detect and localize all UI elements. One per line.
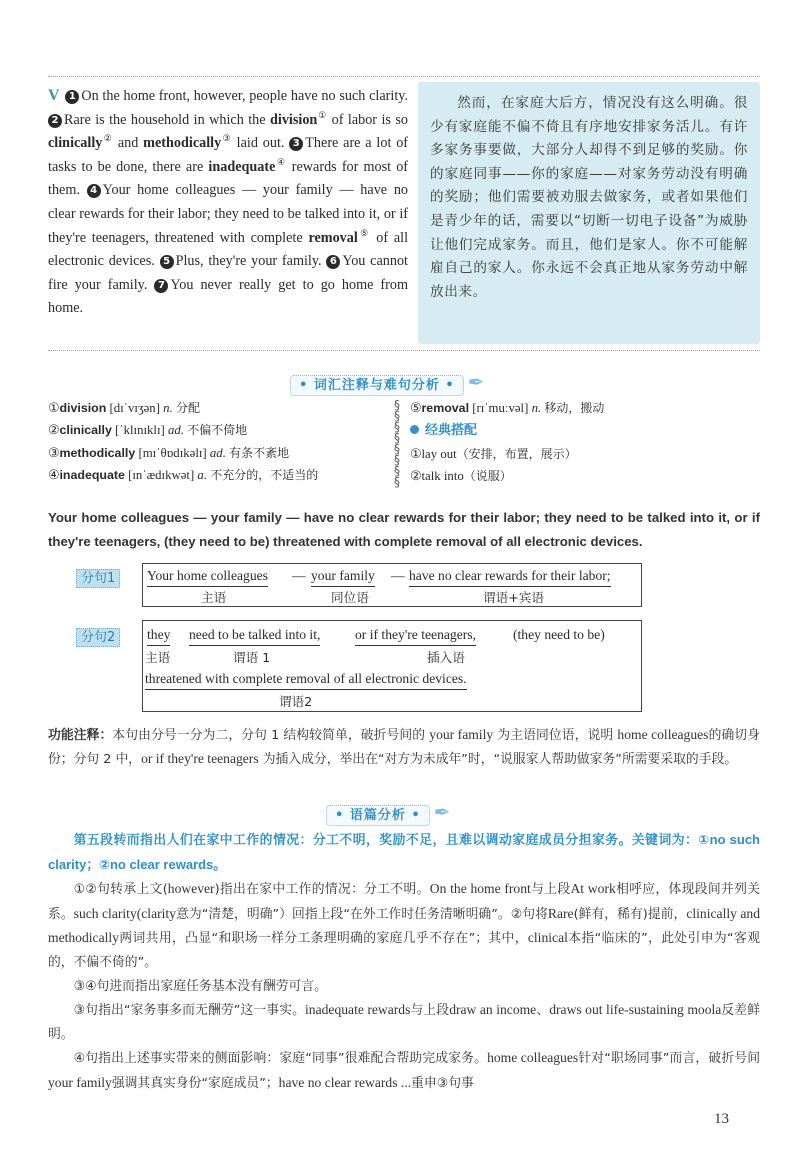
phrases-title: 经典搭配 <box>410 419 760 442</box>
clause1-box <box>142 563 642 607</box>
vocab-entry-3: ③methodically [mɪˈθɒdɪkəlɪ] ad. 有条不紊地 <box>48 445 290 460</box>
english-passage <box>48 84 408 321</box>
clause1-dash-2: — <box>391 568 405 583</box>
function-note: 功能注释：本句由分号一分为二，分句 1 结构较简单，破折号间的 your family 为主语同位语，说明 home colleagues的确切身份；分句 2 中，or if they're teenagers 为插入成分，举出在“对方为未成年”时，“说服家人帮助做家务”所需要采取的手段。 <box>48 727 761 768</box>
analysis-header <box>326 800 450 824</box>
sentence-2b: of labor is so <box>331 111 408 128</box>
wavy-divider: § § § § § § § § <box>394 398 400 489</box>
clause2-predicate2: threatened with complete removal of all electronic devices. <box>145 669 467 690</box>
discourse-analysis <box>48 828 760 1096</box>
phrase-entry-2: ②talk into（说服） <box>410 469 512 484</box>
analysis-paragraph-2: ③④句进而指出家庭任务基本没有酬劳可言。 <box>73 978 327 994</box>
vocab-word-removal: removal <box>308 229 358 246</box>
top-dotted-rule <box>48 76 760 77</box>
analysis-paragraph-3: ③句指出“家务事多而无酬劳”这一事实。inadequate rewards与上段draw an income、draws out life-sustaining moola反差鲜明。 <box>48 1002 761 1042</box>
vocab-word-clinically: clinically <box>48 135 103 152</box>
footnote-marker-3: ③ <box>221 133 232 144</box>
bullet-dot-icon <box>410 425 419 434</box>
sentence-3b: rewards for most of them. <box>48 158 409 199</box>
clause1-label-predicate: 谓语+宾语 <box>483 590 544 605</box>
analysis-header-label: • 语篇分析 • <box>326 805 430 826</box>
footnote-marker-1: ① <box>317 109 328 120</box>
clause1-subject: Your home colleagues <box>147 566 268 587</box>
clause2-ellipsis: (they need to be) <box>513 627 605 642</box>
vocab-word-methodically: methodically <box>143 135 222 152</box>
vocab-header <box>290 370 484 394</box>
vocab-list-right <box>410 397 760 488</box>
clause2-tag: 分句2 <box>76 626 120 646</box>
phrase-entry-1: ①lay out（安排，布置，展示） <box>410 446 577 461</box>
vocab-entry-2: ②clinically [ˈklɪnɪklɪ] ad. 不偏不倚地 <box>48 423 248 438</box>
sentence-number-4: 4 <box>87 184 101 198</box>
clause1-label-appositive: 同位语 <box>331 590 369 605</box>
sentence-3a: There are a lot of tasks to be done, there are <box>48 135 409 175</box>
vocab-entry-1: ①division [dɪˈvɪʒən] n. 分配 <box>48 401 200 415</box>
clause2-box <box>142 620 642 712</box>
clause2-label-insertion: 插入语 <box>427 650 465 665</box>
mid-dotted-rule <box>48 350 760 351</box>
translation-text: 然而，在家庭大后方，情况没有这么明确。很少有家庭能不偏不倚且有序地安排家务活儿。有许多家务事要做，大部分人却得不到足够的奖励。你的家庭同事——你的家庭——对家务劳动没有明确的奖励；他们需要被劝服去做家务，或者如果他们是青少年的话，需要以“切断一切电子设备”为威胁让他们完成家务。而且，他们是家人。你不可能解雇自己的家人。你永远不会真正地从家务劳动中解放出来。 <box>430 95 748 300</box>
sentence-number-3: 3 <box>289 137 303 151</box>
clause1-predicate: have no clear rewards for their labor; <box>409 566 611 587</box>
clause2-label-predicate2: 谓语2 <box>279 694 313 709</box>
vocab-entry-4: ④inadequate [ɪnˈædɪkwət] a. 不充分的，不适当的 <box>48 468 319 483</box>
vocab-word-inadequate: inadequate <box>208 158 276 175</box>
translation-box <box>418 82 760 344</box>
section-label: V <box>48 87 60 104</box>
sentence-number-7: 7 <box>154 279 168 293</box>
sentence-2d: laid out. <box>236 135 285 152</box>
vocab-word-division: division <box>270 111 318 128</box>
clause2-label-predicate1: 谓语 1 <box>233 650 271 665</box>
sentence-number-5: 5 <box>160 255 174 269</box>
clause1-tag: 分句1 <box>76 567 120 587</box>
sentence-number-1: 1 <box>65 90 79 104</box>
clause1-appositive: your family <box>311 566 375 587</box>
clause2-subject: they <box>147 625 170 646</box>
clause2-predicate1: need to be talked into it, <box>189 625 320 646</box>
sentence-7: You never really get to go home from home. <box>48 276 409 317</box>
footnote-marker-2: ② <box>102 133 114 144</box>
vocab-entry-5: ⑤removal [rɪˈmuːvəl] n. 移动，搬动 <box>410 401 605 415</box>
footnote-marker-5: ⑤ <box>357 227 371 238</box>
analysis-paragraph-4: ④句指出上述事实带来的侧面影响：家庭“同事”很难配合帮助完成家务。home colleagues针对“职场同事”而言，破折号间your family强调其真实身份“家庭成员”；have no clear rewards ...重申③句事 <box>48 1050 761 1091</box>
sentence-number-2: 2 <box>48 114 62 128</box>
analysis-paragraph-1: ①②句转承上文(however)指出在家中工作的情况：分工不明。On the home front与上段At work相呼应，体现段间并列关系。such clarity(clarity意为“清楚，明确”）回指上段“在外工作时任务清晰明确”。②句将Rare(鲜有，稀有)提前，clinically and methodically两词共用，凸显“和职场一样分工条理明确的家庭几乎不存在”；其中，clinical本指“临床的”，此处引申为“客观的，不偏不倚的”。 <box>48 881 761 970</box>
quill-icon: ✒ <box>433 800 451 824</box>
sentence-4b: of all electronic devices. <box>48 229 409 270</box>
sentence-2a: Rare is the household in which the <box>64 111 266 128</box>
clause2-label-subject: 主语 <box>145 650 171 665</box>
sentence-6: You cannot fire your family. <box>48 253 408 293</box>
vocab-header-label: • 词汇注释与难句分析 • <box>290 375 464 396</box>
clause1-dash-1: — <box>292 568 306 583</box>
sentence-4a: Your home colleagues — your family — have no clear rewards for their labor; they need to be talked into it, or if they're teenagers, threatened with complete <box>48 182 409 246</box>
sentence-2c: and <box>117 135 139 152</box>
clause2-insertion: or if they're teenagers, <box>355 625 476 646</box>
analysis-lead: 第五段转而指出人们在家中工作的情况：分工不明，奖励不足，且难以调动家庭成员分担家务。关键词为：①no such clarity；②no clear rewards。 <box>48 832 760 873</box>
page-number: 13 <box>714 1111 729 1127</box>
key-sentence: Your home colleagues — your family — have no clear rewards for their labor; they need to be talked into it, or if they're teenagers, (they need to be) threatened with complete removal of all electronic devices. <box>48 510 760 549</box>
sentence-5: Plus, they're your family. <box>175 253 322 270</box>
vocab-list <box>48 397 388 487</box>
sentence-1: On the home front, however, people have no such clarity. <box>81 88 409 104</box>
sentence-number-6: 6 <box>326 255 340 269</box>
clause1-label-subject: 主语 <box>201 590 227 605</box>
footnote-marker-4: ④ <box>275 156 287 167</box>
quill-icon: ✒ <box>467 370 485 394</box>
